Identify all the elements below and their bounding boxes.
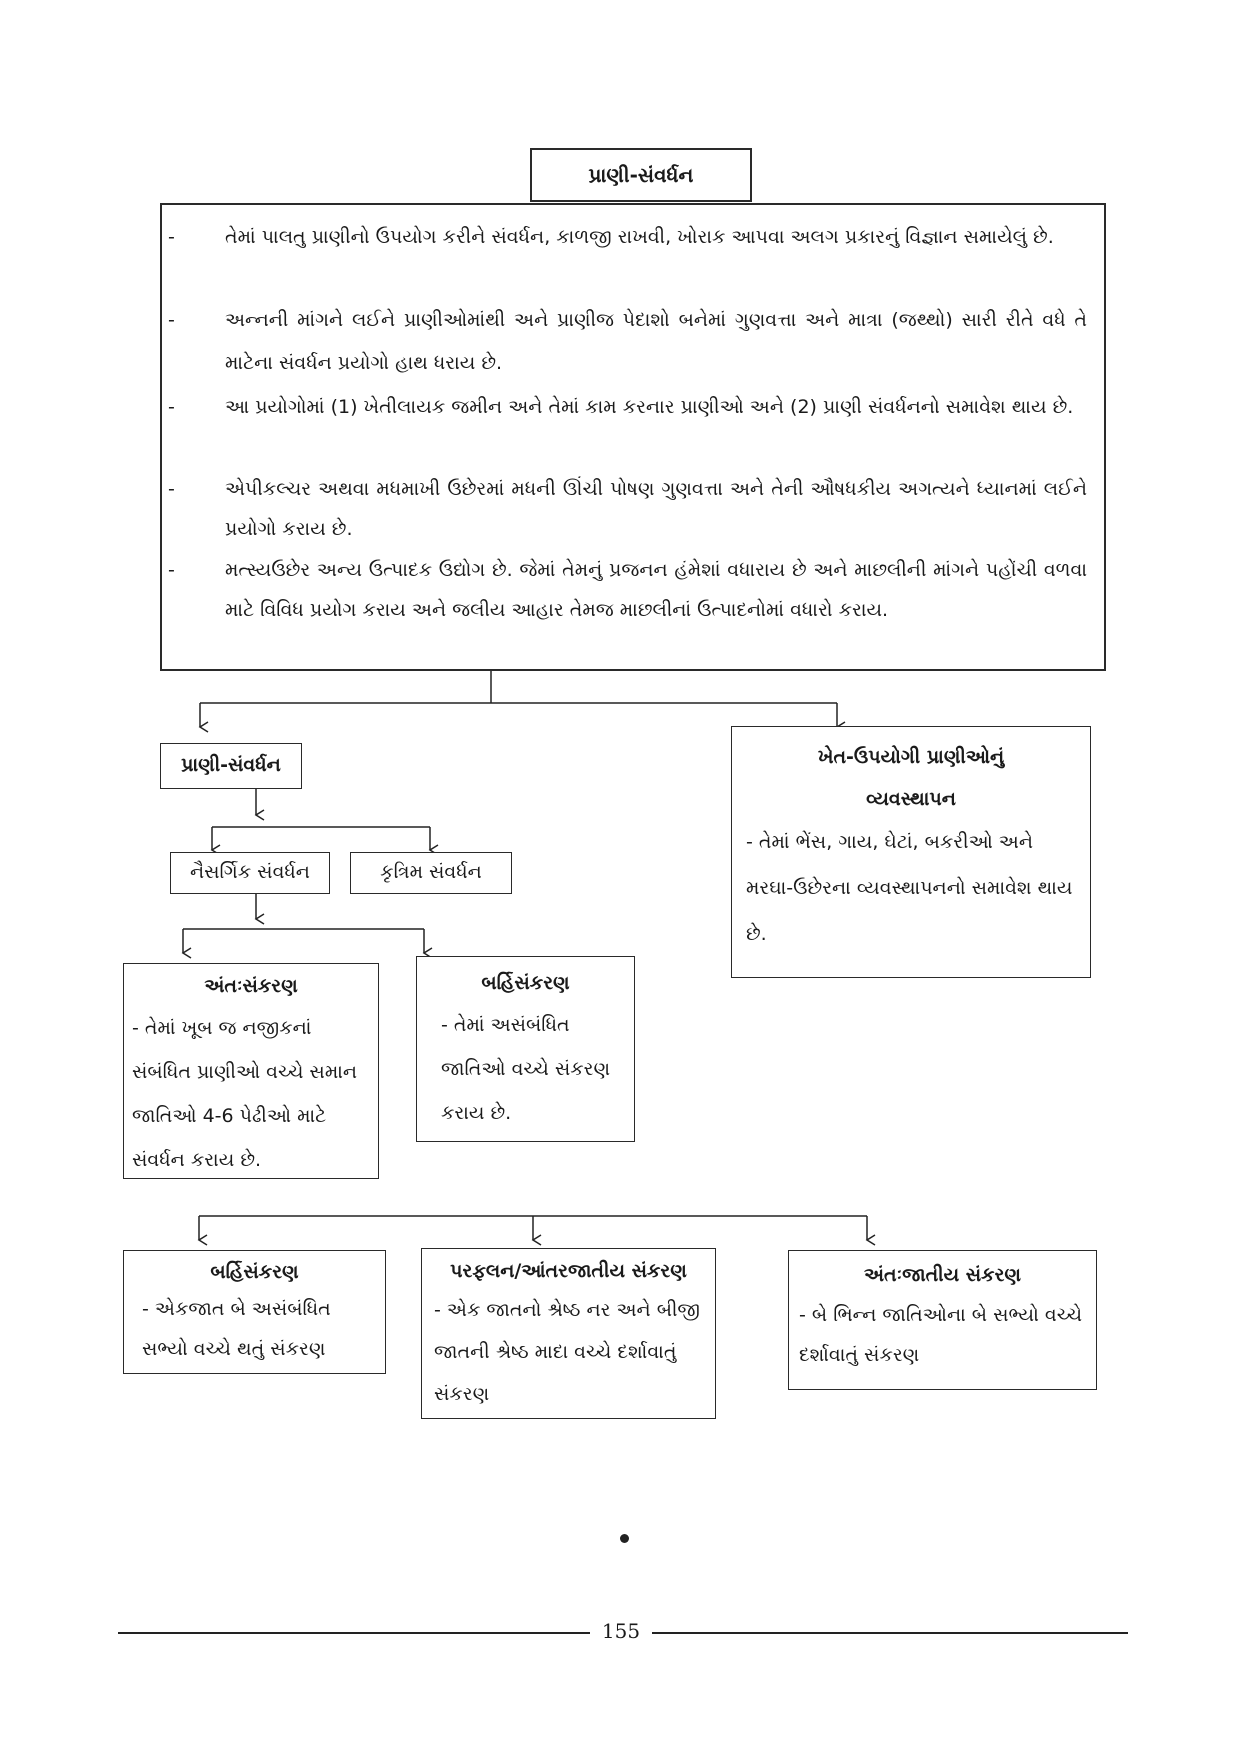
intro-bullet-5 xyxy=(162,550,1108,670)
outbreeding-title: બર્હિસંકરણ xyxy=(481,972,570,994)
interspecific-hybridization-box xyxy=(788,1250,1097,1390)
interspecific-title: અંતઃજાતીય સંકરણ xyxy=(864,1264,1021,1286)
crossbreeding-box xyxy=(421,1248,716,1419)
page-number: 155 xyxy=(601,1619,641,1643)
outbreeding-box xyxy=(416,956,635,1142)
animal-breeding-box: પ્રાણી-સંવર્ધન xyxy=(160,743,302,789)
inbreeding-text: - તેમાં ખૂબ જ નજીકનાં સંબંધિત પ્રાણીઓ વચ્ચે સમાન જાતિઓ 4-6 પેઢીઓ માટે સંવર્ધન કરાય છે. xyxy=(132,1017,358,1171)
crossbreeding-title: પરફલન/આંતરજાતીય સંકરણ xyxy=(450,1260,687,1282)
bullet-dash: - xyxy=(168,559,175,581)
bottom-outbreeding-box xyxy=(123,1250,386,1374)
intro-box xyxy=(160,203,1106,671)
natural-breeding-box: નૈસર્ગિક સંવર્ધન xyxy=(170,852,330,894)
interspecific-text: - બે ભિન્ન જાતિઓના બે સભ્યો વચ્ચે દર્શાવાતું સંકરણ xyxy=(799,1304,1083,1366)
outbreeding-text: - તેમાં અસંબંધિત જાતિઓ વચ્ચે સંકરણ કરાય છે. xyxy=(441,1014,611,1124)
bullet-dash: - xyxy=(168,396,175,418)
artificial-breeding-box: કૃત્રિમ સંવર્ધન xyxy=(350,852,512,894)
farm-management-title-line1: ખેત-ઉપયોગી પ્રાણીઓનું xyxy=(817,746,1005,768)
farm-management-text: - તેમાં ભેંસ, ગાય, ઘેટાં, બકરીઓ અને મરઘા-ઉછેરના વ્યવસ્થાપનનો સમાવેશ થાય છે. xyxy=(746,831,1073,945)
bottom-outbreeding-title: બર્હિસંકરણ xyxy=(210,1261,299,1283)
bullet-dash: - xyxy=(168,226,175,248)
main-title: પ્રાણી-સંવર્ધન xyxy=(530,148,752,202)
bullet-text: અન્નની માંગને લઈને પ્રાણીઓમાંથી અને પ્રાણીજ પેદાશો બનેમાં ગુણવત્તા અને માત્રા (જથ્થો) સારી રીતે વધે તે માટેના સંવર્ધન પ્રયોગો હાથ ધરાય છે. xyxy=(225,309,1087,374)
intro-bullet-3 xyxy=(162,387,1108,467)
farm-animal-management-box xyxy=(731,726,1091,978)
intro-bullet-4 xyxy=(162,469,1108,549)
intro-bullet-1 xyxy=(162,217,1108,297)
bullet-text: મત્સ્યઉછેર અન્ય ઉત્પાદક ઉદ્યોગ છે. જેમાં તેમનું પ્રજનન હંમેશાં વધારાય છે અને માછલીની માંગને પહોંચી વળવા માટે વિવિધ પ્રયોગ કરાય અને જલીય આહાર તેમજ માછલીનાં ઉત્પાદનોમાં વધારો કરાય. xyxy=(225,559,1087,621)
bullet-text: એપીકલ્ચર અથવા મધમાખી ઉછેરમાં મધની ઊંચી પોષણ ગુણવત્તા અને તેની ઔષધકીય અગત્યને ધ્યાનમાં લઈને પ્રયોગો કરાય છે. xyxy=(225,478,1087,540)
farm-management-title-line2: વ્યવસ્થાપન xyxy=(866,788,956,810)
bullet-text: તેમાં પાલતુ પ્રાણીનો ઉપયોગ કરીને સંવર્ધન, કાળજી રાખવી, ખોરાક આપવા અલગ પ્રકારનું વિજ્ઞાન સમાયેલું છે. xyxy=(225,226,1054,248)
bullet-dash: - xyxy=(168,478,175,500)
inbreeding-title: અંતઃસંકરણ xyxy=(204,975,298,997)
center-dot xyxy=(620,1534,629,1543)
bullet-dash: - xyxy=(168,309,175,331)
bullet-text: આ પ્રયોગોમાં (1) ખેતીલાયક જમીન અને તેમાં કામ કરનાર પ્રાણીઓ અને (2) પ્રાણી સંવર્ધનનો સમાવેશ થાય છે. xyxy=(225,396,1074,418)
inbreeding-box xyxy=(123,963,379,1179)
intro-bullet-2 xyxy=(162,299,1108,385)
crossbreeding-text: - એક જાતનો શ્રેષ્ઠ નર અને બીજી જાતની શ્રેષ્ઠ માદા વચ્ચે દર્શાવાતું સંકરણ xyxy=(434,1299,700,1405)
bottom-outbreeding-text: - એકજાત બે અસંબંધિત સભ્યો વચ્ચે થતું સંકરણ xyxy=(142,1298,331,1360)
